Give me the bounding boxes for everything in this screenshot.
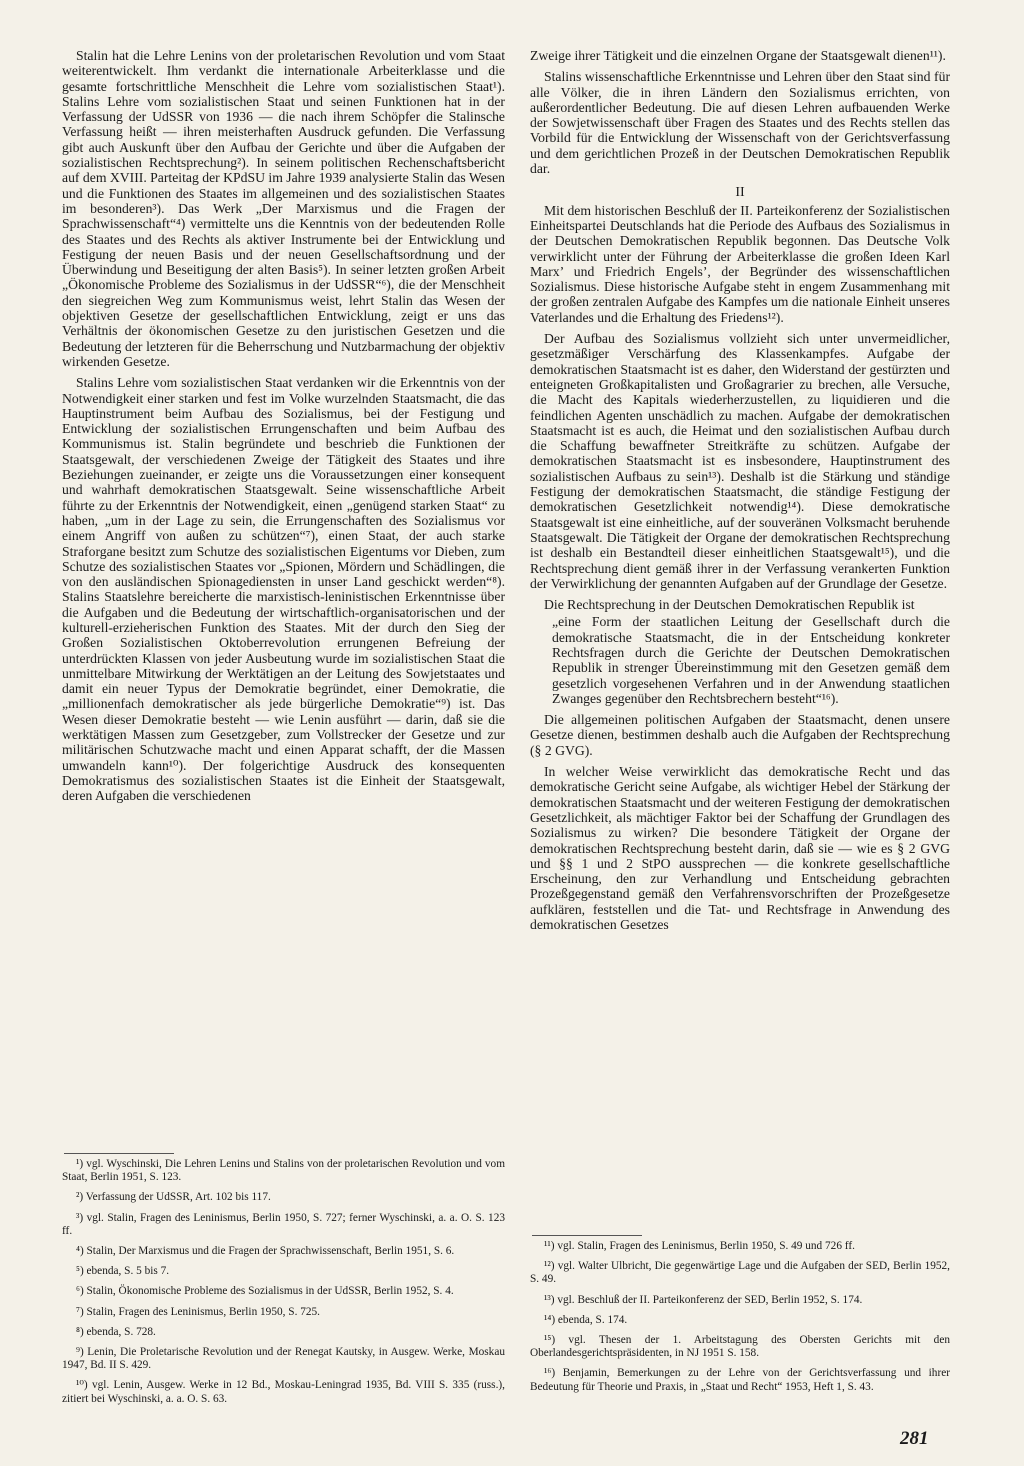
footnote: ³) vgl. Stalin, Fragen des Leninismus, Berlin 1950, S. 727; ferner Wyschinski, a. a. O. S. 123 ff. [62, 1211, 505, 1237]
left-footnotes [62, 1158, 505, 1413]
footnote: ¹¹) vgl. Stalin, Fragen des Leninismus, Berlin 1950, S. 49 und 726 ff. [544, 1240, 855, 1252]
footnote: ¹⁰) vgl. Lenin, Ausgew. Werke in 12 Bd., Moskau-Leningrad 1935, Bd. VIII S. 335 (russ.), zitiert bei Wyschinski, a. a. O. S. 63. [62, 1379, 505, 1405]
body-paragraph: Stalins wissenschaftliche Erkenntnisse und Lehren über den Staat sind für alle Völker, die in ihren Ländern den Sozialismus errichten, von außerordentlicher Bedeutung. Die auf diesen Lehren aufbauenden Werke der Sowjetwissenschaft über Fragen des Staates und des Rechts stellen das Vorbild für die Entwicklung der Wissenschaft von der Gerichtsverfassung und dem gerichtlichen Prozeß in der Deutschen Demokratischen Republik dar. [530, 69, 950, 177]
body-paragraph: Die allgemeinen politischen Aufgaben der Staatsmacht, denen unsere Gesetze dienen, bestimmen deshalb auch die Aufgaben der Rechtsprechung (§ 2 GVG). [530, 712, 950, 758]
footnote: ¹) vgl. Wyschinski, Die Lehren Lenins und Stalins von der proletarischen Revolution und vom Staat, Berlin 1951, S. 123. [62, 1158, 505, 1184]
footnote: ¹³) vgl. Beschluß der II. Parteikonferenz der SED, Berlin 1952, S. 174. [544, 1293, 863, 1306]
footnote-separator [64, 1153, 174, 1154]
section-heading: II [735, 185, 745, 201]
block-quote: „eine Form der staatlichen Leitung der Gesellschaft durch die demokratische Staatsmacht, die in der Entscheidung konkreter Rechtsfragen durch die Gerichte der Deutschen Demokratischen Republik in strenger Übereinstimmung mit den Gesetzen gemäß dem gesetzlich vorgesehenen Verfahren und in der Anwendung staatlichen Zwanges gegenüber den Rechtsbrechern besteht“¹⁶). [552, 614, 950, 706]
body-paragraph: Zweige ihrer Tätigkeit und die einzelnen Organe der Staatsgewalt dienen¹¹). [530, 48, 946, 63]
page-number: 281 [900, 1428, 929, 1449]
body-paragraph: Stalins Lehre vom sozialistischen Staat verdanken wir die Erkenntnis von der Notwendigkeit einer starken und fest im Volke wurzelnden Staatsmacht, die das Hauptinstrument beim Aufbau des Sozialismus, bei der Festigung und Entwicklung der sozialistischen Errungenschaften und beim Aufbau des Kommunismus ist. Stalin begründete und beschrieb die Funktionen der Staatsgewalt, der verschiedenen Zweige der Tätigkeit des Staates und ihre Beziehungen zueinander, er zeigte uns die Voraussetzungen einer konsequent und wahrhaft demokratischen Staatsgewalt. Seine wissenschaftliche Arbeit führte zu der Erkenntnis der Notwendigkeit, einen „genügend starken Staat“ zu haben, „um in der Lage zu sein, die Errungenschaften des Sozialismus vor einem Angriff von außen zu schützen“⁷), einen Staat, der auch starke Straforgane besitzt zum Schutze des sozialistischen Eigentums vor Dieben, zum Schutze des sozialistischen Staates vor „Spionen, Mördern und Schädlingen, die von den ausländischen Spionagediensten in unser Land geschickt werden“⁸). Stalins Staatslehre bereicherte die marxistisch-leninistischen Erkenntnisse über die Aufgaben und die Bedeutung der wirtschaftlich-organisatorischen und der kulturell-erzieherischen Funktion des Staates. Mit der durch den Sieg der Großen Sozialistischen Oktoberrevolution errungenen Befreiung der unterdrückten Klassen von jeder Ausbeutung wurde im sozialistischen Staat die unmittelbare Mitwirkung der Werktätigen an der Leitung des Sowjetstaates und damit ein neuer Typus der Demokratie begründet, einer Demokratie, die „millionenfach demokratischer als jede bürgerliche Demokratie“⁹) ist. Das Wesen dieser Demokratie besteht — wie Lenin ausführt — darin, daß sie die werktätigen Massen zum Gesetzgeber, zum Vollstrecker der Gesetze und zur militärischen Schutzwache macht und einen Apparat schafft, der die Massen umwandeln kann¹⁰). Der folgerichtige Ausdruck des konsequenten Demokratismus des sozialistischen Staates ist die Einheit der Staatsgewalt, deren Aufgaben die verschiedenen [62, 375, 505, 804]
footnote: ¹⁵) vgl. Thesen der 1. Arbeitstagung des Obersten Gerichts mit den Oberlandesgerichtspräsidenten, in NJ 1951 S. 158. [530, 1334, 950, 1360]
footnote: ⁹) Lenin, Die Proletarische Revolution und der Renegat Kautsky, in Ausgew. Werke, Moskau 1947, Bd. II S. 429. [62, 1346, 505, 1372]
footnote: ¹⁶) Benjamin, Bemerkungen zu der Lehre von der Gerichtsverfassung und ihrer Bedeutung für Theorie und Praxis, in „Staat und Recht“ 1953, Heft 1, S. 43. [530, 1367, 950, 1393]
body-paragraph: Stalin hat die Lehre Lenins von der proletarischen Revolution und vom Staat weiterentwickelt. Ihm verdankt die internationale Arbeiterklasse und die gesamte fortschrittliche Menschheit die Lehre vom sozialistischen Staat¹). Stalins Lehre vom sozialistischen Staat und seinen Funktionen hat in der Verfassung der UdSSR von 1936 — die nach ihrem Schöpfer die Stalinsche Verfassung heißt — ihren meisterhaften Ausdruck gefunden. Die Verfassung gibt auch Auskunft über den Aufbau der Gerichte und über die Aufgaben der sozialistischen Rechtsprechung²). In seinem politischen Rechenschaftsbericht auf dem XVIII. Parteitag der KPdSU im Jahre 1939 analysierte Stalin das Wesen und die Funktionen des Staates im allgemeinen und des sozialistischen Staates im besonderen³). Das Werk „Der Marxismus und die Fragen der Sprachwissenschaft“⁴) vermittelte uns die Kenntnis von der bedeutenden Rolle des Staates und des Rechts als aktiver Instrumente bei der Entwicklung und Festigung der neuen Basis und der neuen Gesellschaftsordnung und der Überwindung und Beseitigung der alten Basis⁵). In seiner letzten großen Arbeit „Ökonomische Probleme des Sozialismus in der UdSSR“⁶), die der Menschheit den siegreichen Weg zum Kommunismus weist, lehrt Stalin das Wesen der objektiven Gesetze der gesellschaftlichen Entwicklung, zeigt er uns das Verhältnis der ökonomischen Gesetze zu den juristischen Gesetzen und die Bedeutung der letzteren für die Beherrschung und Nutzbarmachung der objektiv wirkenden Gesetze. [62, 48, 505, 369]
body-paragraph: Die Rechtsprechung in der Deutschen Demokratischen Republik ist [544, 597, 915, 613]
body-paragraph: Mit dem historischen Beschluß der II. Parteikonferenz der Sozialistischen Einheitspartei Deutschlands hat die Periode des Aufbaus des Sozialismus in der Deutschen Demokratischen Republik begonnen. Das Deutsche Volk verwirklicht unter der Führung der Arbeiterklasse die großen Ideen Karl Marx’ und Friedrich Engels’, der Begründer des wissenschaftlichen Sozialismus. Diese historische Aufgabe steht in engem Zusammenhang mit der großen zentralen Aufgabe des Kampfes um die nationale Einheit unseres Vaterlandes und die Erhaltung des Friedens¹²). [530, 202, 950, 325]
left-text-column [62, 48, 505, 804]
footnote: ⁴) Stalin, Der Marxismus und die Fragen der Sprachwissenschaft, Berlin 1951, S. 6. [76, 1245, 455, 1258]
footnote: ¹²) vgl. Walter Ulbricht, Die gegenwärtige Lage und die Aufgaben der SED, Berlin 1952, S. 49. [530, 1260, 950, 1286]
footnote: ⁸) ebenda, S. 728. [76, 1325, 156, 1338]
footnote: ⁵) ebenda, S. 5 bis 7. [76, 1265, 170, 1278]
body-paragraph: Der Aufbau des Sozialismus vollzieht sich unter unvermeidlicher, gesetzmäßiger Verschärfung des Klassenkampfes. Aufgabe der demokratischen Staatsmacht ist es daher, den Widerstand der gestürzten und enteigneten Großkapitalisten und Großagrarier zu brechen, alle Versuche, die Macht des Kapitals wiederherzustellen, zu liquidieren und die feindlichen Agenten unschädlich zu machen. Aufgabe der demokratischen Staatsmacht ist es auch, die Heimat und den sozialistischen Aufbau durch die Schaffung bewaffneter Streitkräfte zu schützen. Aufgabe der demokratischen Staatsmacht ist es insbesondere, Hauptinstrument des sozialistischen Aufbaus zu sein¹³). Deshalb ist die Stärkung und ständige Festigung der demokratischen Staatsmacht, die ständige Festigung der demokratischen Gesetzlichkeit notwendig¹⁴). Diese demokratische Staatsgewalt ist eine einheitliche, auf der souveränen Volksmacht beruhende Staatsgewalt. Die Tätigkeit der Organe der demokratischen Rechtsprechung ist deshalb ein Bestandteil dieser einheitlichen Staatsgewalt¹⁵), und die Rechtsprechung dient gemäß ihrer in der Verfassung verankerten Funktion der Verwirklichung der genannten Aufgaben auf der Grundlage der Gesetze. [530, 331, 950, 591]
footnote: ¹⁴) ebenda, S. 174. [544, 1313, 628, 1326]
footnote: ²) Verfassung der UdSSR, Art. 102 bis 117. [76, 1191, 271, 1204]
footnote: ⁷) Stalin, Fragen des Leninismus, Berlin 1950, S. 725. [76, 1305, 320, 1318]
right-footnotes [530, 1240, 950, 1401]
footnote: ⁶) Stalin, Ökonomische Probleme des Sozialismus in der UdSSR, Berlin 1952, S. 4. [76, 1285, 454, 1298]
footnote-separator [532, 1235, 642, 1236]
right-text-column [530, 48, 950, 932]
body-paragraph: In welcher Weise verwirklicht das demokratische Recht und das demokratische Gericht seine Aufgabe, als wichtiger Hebel der Stärkung der demokratischen Staatsmacht und der weiteren Festigung der demokratischen Gesetzlichkeit, als mächtiger Faktor bei der Schaffung der Grundlagen des Sozialismus zu wirken? Die besondere Tätigkeit der Organe der demokratischen Rechtsprechung besteht darin, daß sie — wie es § 2 GVG und §§ 1 und 2 StPO aussprechen — die konkrete gesellschaftliche Erscheinung, den zur Verhandlung und Entscheidung gebrachten Prozeßgegenstand gemäß den Verfahrensvorschriften der Prozeßgesetze aufklären, feststellen und die Tat- und Rechtsfrage in Anwendung des demokratischen Gesetzes [530, 764, 951, 933]
